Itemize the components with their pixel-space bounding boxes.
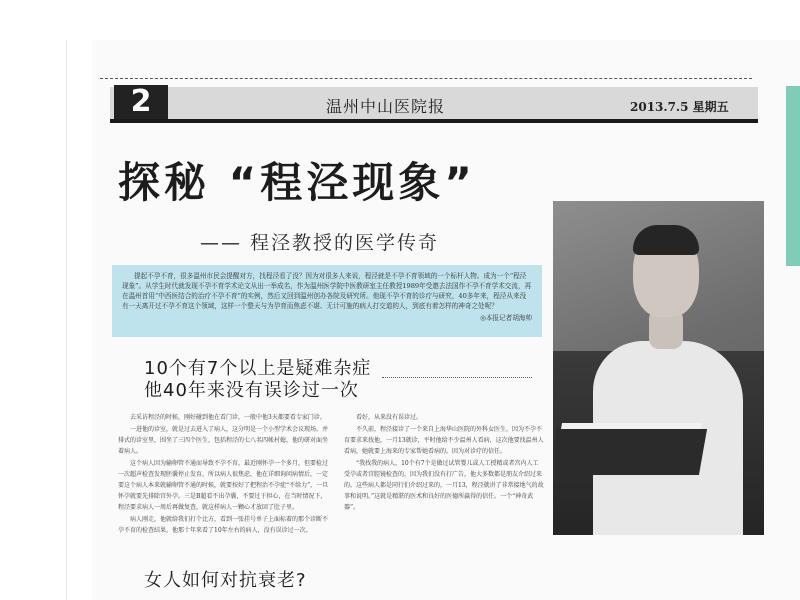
paragraph: 病人刚走，他就给我们打个比方，看到一张挂号单子上面标着的那个诊断不孕不育的检查结果，他那十年来看了10年左右的病人，没有误诊过一次。: [118, 516, 329, 534]
adjacent-page-edge: [786, 86, 800, 266]
page-crease: [66, 40, 67, 600]
paragraph: 不久前，程泾接诊了一个来自上海华山医院的外科女医生，因为不孕不育要求来找他，一月13就诊，平时他给不少温州人看病，这次他要找温州人看病，她就要上海来的专家帮她看病的。因为对诊疗的信任。: [344, 426, 544, 455]
byline: ◎本报记者胡海帅: [480, 314, 532, 322]
section-heading-line1: 10个有7个以上是疑难杂症: [144, 358, 372, 379]
heading-rule: [382, 377, 532, 378]
paragraph: 看好，从来没有误诊过。: [356, 414, 423, 421]
intro-text: 提起不孕不育，很多温州市民会提醒对方，找程泾看了没？因为对很多人来说，程泾就是不孕不育领域的一个标杆人物。成为一个“程泾现象”。从学生时代就发现不孕不育学术论文从出一举成名，作为温州医学院中医教研室主任教授1989年受邀去法国作不孕不育学术交流，再在温州首用“中西医结合的治疗不孕不育”的实例，然后又回到温州创办各院及研究所。他现不孕不育的诊疗与研究，40多年来，程泾从来没有一天离开过不孕不育这个领域，这样一个整天与为孕育而焦虑不堪、无计可施的病人打交道的人，到底有着怎样的神奇之处呢？: [122, 272, 532, 310]
paragraph: 一进他的诊室，就是过去进入了病人，这分明是一个小型学术会议现场。并排式的诊室里，围坐了三四个医生，包括程泾的七八名四帐村媳，他的研对面坐着病人。: [118, 426, 329, 455]
section-heading-line2: 他40年来没有误诊过一次: [144, 380, 359, 401]
photo-hair: [633, 225, 699, 255]
section-heading: [144, 358, 371, 402]
newspaper-title: 温州中山医院报: [326, 97, 446, 116]
photo-book: [553, 429, 707, 475]
paragraph: 去采访程泾的时候，刚好碰到他在看门诊，一般中他3天都要看专家门诊。: [130, 414, 326, 421]
body-column-right: [344, 412, 544, 542]
page-number: 2: [114, 85, 168, 119]
portrait-photo: [553, 201, 764, 535]
article-headline: 探秘 “程泾现象”: [118, 158, 476, 207]
cut-line: [100, 78, 752, 79]
paragraph: “我找我的病人，10个有7个是做过试管婴儿或人工授精或者宫内人工受孕或者宫腔镜检查的，因为我们没有打广告，他大多数都是朋友介绍过来的。这些病人都是同行们介绍过来的，一月13，程泾就讲了非常接地气的故事和说明。”这就是精湛的医术和良好的医德所赢得的信任。一个“神奇武器”。: [344, 460, 544, 511]
next-article-heading: 女人如何对抗衰老?: [144, 570, 307, 591]
issue-date: 2013.7.5 星期五: [630, 100, 729, 114]
paragraph: 这个病人因为输卵管不通而导致不孕不育，最近刚怀孕一个多月，但要检过一次超声检查发现胚囊停止发育，所以病人很焦虑，他在详细询问病情后，一定要这个病人本来就输卵管不通的时候，就要按好了把程治不孕症“不给力”，一旦怀孕就要先排除宫外孕。三是B超看不出孕囊，不要过于担心，在当时情况下，程泾要求病人一周后再做复查，就这样病人一颗心才放回了肚子里。: [118, 460, 329, 511]
intro-box: [112, 265, 542, 337]
body-column-left: [118, 412, 332, 542]
article-subheadline: —— 程泾教授的医学传奇: [200, 232, 440, 254]
